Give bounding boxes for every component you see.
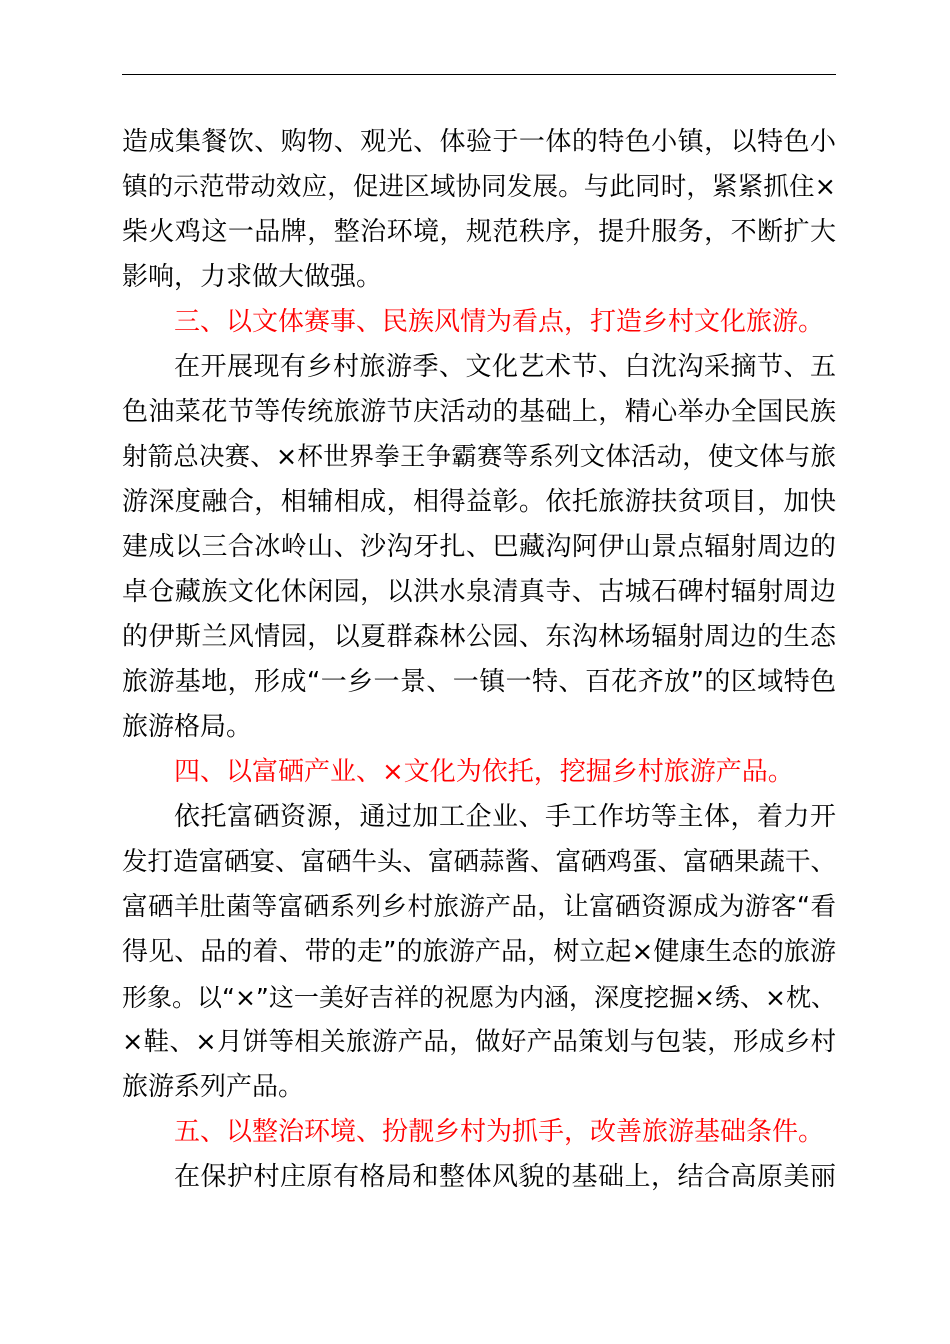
paragraph-line: 富硒羊肚菌等富硒系列乡村旅游产品，让富硒资源成为游客“看 — [122, 892, 836, 922]
paragraph-line: 得见、品的着、带的走”的旅游产品，树立起×健康生态的旅游 — [122, 937, 836, 967]
paragraph-line: 旅游系列产品。 — [122, 1072, 305, 1102]
paragraph-line: 柴火鸡这一品牌，整治环境，规范秩序，提升服务，不断扩大 — [122, 217, 836, 247]
paragraph-line: 旅游格局。 — [122, 712, 253, 742]
paragraph-line: 形象。以“×”这一美好吉祥的祝愿为内涵，深度挖掘×绣、×枕、 — [122, 983, 836, 1012]
paragraph-line: 在保护村庄原有格局和整体风貌的基础上，结合高原美丽 — [174, 1162, 836, 1192]
paragraph-line: 造成集餐饮、购物、观光、体验于一体的特色小镇，以特色小 — [122, 127, 836, 157]
section-heading-5: 五、以整治环境、扮靓乡村为抓手，改善旅游基础条件。 — [174, 1117, 825, 1147]
paragraph-line: 影响，力求做大做强。 — [122, 262, 383, 292]
paragraph-line: 建成以三合冰岭山、沙沟牙扎、巴藏沟阿伊山景点辐射周边的 — [122, 532, 836, 562]
paragraph-line: 发打造富硒宴、富硒牛头、富硒蒜酱、富硒鸡蛋、富硒果蔬干、 — [122, 847, 837, 877]
paragraph-line: 卓仓藏族文化休闲园，以洪水泉清真寺、古城石碑村辐射周边 — [122, 577, 836, 607]
paragraph-line: 游深度融合，相辅相成，相得益彰。依托旅游扶贫项目，加快 — [122, 487, 836, 517]
section-heading-4: 四、以富硒产业、×文化为依托，挖掘乡村旅游产品。 — [174, 757, 794, 787]
paragraph-line: 旅游基地，形成“一乡一景、一镇一特、百花齐放”的区域特色 — [122, 667, 836, 697]
paragraph-line: 的伊斯兰风情园，以夏群森林公园、东沟林场辐射周边的生态 — [122, 622, 836, 652]
paragraph-line: 镇的示范带动效应，促进区域协同发展。与此同时，紧紧抓住× — [122, 172, 836, 202]
paragraph-line: 在开展现有乡村旅游季、文化艺术节、白沈沟采摘节、五 — [174, 352, 836, 382]
paragraph-line: 色油菜花节等传统旅游节庆活动的基础上，精心举办全国民族 — [122, 397, 836, 427]
paragraph-line: 射箭总决赛、×杯世界拳王争霸赛等系列文体活动，使文体与旅 — [122, 442, 836, 472]
section-heading-3: 三、以文体赛事、民族风情为看点，打造乡村文化旅游。 — [174, 307, 825, 337]
paragraph-line: 依托富硒资源，通过加工企业、手工作坊等主体，着力开 — [174, 802, 836, 832]
paragraph-line: ×鞋、×月饼等相关旅游产品，做好产品策划与包装，形成乡村 — [122, 1027, 836, 1057]
header-rule — [122, 74, 836, 75]
